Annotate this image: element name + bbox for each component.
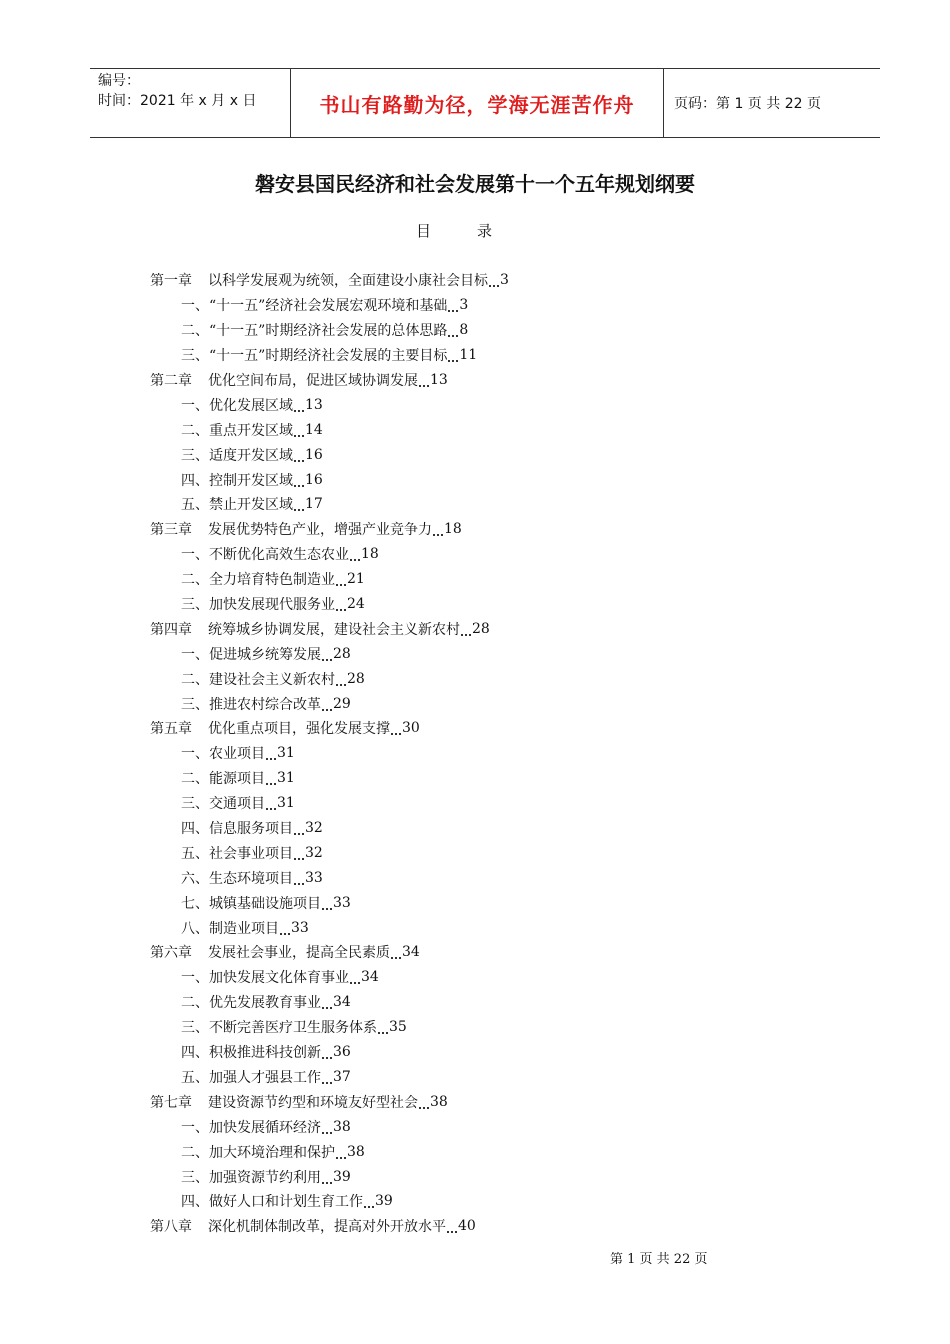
- toc-label: 三、: [181, 597, 209, 614]
- toc-page-number: 33: [333, 894, 351, 911]
- toc-title: 加强资源节约利用: [209, 1169, 321, 1186]
- toc-title: 适度开发区域: [209, 447, 293, 464]
- toc-section-row: [150, 1139, 710, 1164]
- toc-page-number: 34: [333, 994, 351, 1011]
- toc-page-number: 33: [305, 869, 323, 886]
- toc-leader-dots: [266, 750, 276, 760]
- toc-section-row: [150, 766, 710, 791]
- header-page-info: [664, 69, 880, 137]
- toc-title: 促进城乡统筹发展: [209, 646, 321, 663]
- toc-leader-dots: [294, 452, 304, 462]
- toc-leader-dots: [266, 775, 276, 785]
- toc-label: 一、: [181, 970, 209, 987]
- document-title: 磐安县国民经济和社会发展第十一个五年规划纲要: [255, 172, 695, 196]
- toc-leader-dots: [280, 925, 290, 935]
- page-info-text: 页码：第 1 页 共 22 页: [674, 96, 821, 112]
- toc-label: 六、: [181, 870, 209, 887]
- toc-leader-dots: [322, 1049, 332, 1059]
- toc-label: 三、: [181, 447, 209, 464]
- toc-title: 深化机制体制改革，提高对外开放水平: [208, 1219, 446, 1236]
- toc-page-number: 28: [347, 670, 365, 687]
- toc-page-number: 29: [333, 695, 351, 712]
- toc-label: 一、: [181, 397, 209, 414]
- toc-leader-dots: [294, 825, 304, 835]
- toc-section-row: [150, 840, 710, 865]
- toc-label: 第五章: [150, 721, 192, 738]
- toc-page-number: 33: [291, 919, 309, 936]
- toc-section-row: [150, 343, 710, 368]
- toc-label: 五、: [181, 1069, 209, 1086]
- toc-label: 三、: [181, 1169, 209, 1186]
- toc-label: 五、: [181, 497, 209, 514]
- toc-leader-dots: [322, 1124, 332, 1134]
- toc-title: “十一五”时期经济社会发展的总体思路: [209, 323, 448, 340]
- toc-page-number: 28: [333, 645, 351, 662]
- toc-label: 一、: [181, 746, 209, 763]
- toc-label: 二、: [181, 1144, 209, 1161]
- toc-chapter-row: [150, 517, 710, 542]
- toc-heading: 目录: [416, 222, 539, 240]
- toc-section-row: [150, 592, 710, 617]
- toc-title: 农业项目: [209, 746, 265, 763]
- toc-page-number: 17: [305, 496, 323, 513]
- toc-section-row: [150, 1114, 710, 1139]
- toc-leader-dots: [294, 850, 304, 860]
- toc-title: 能源项目: [209, 771, 265, 788]
- toc-label: 第七章: [150, 1094, 192, 1111]
- toc-page-number: 31: [277, 770, 295, 787]
- toc-page-number: 37: [333, 1068, 351, 1085]
- toc-leader-dots: [391, 949, 401, 959]
- toc-leader-dots: [378, 1024, 388, 1034]
- toc-section-row: [150, 1164, 710, 1189]
- toc-leader-dots: [294, 402, 304, 412]
- toc-leader-dots: [266, 800, 276, 810]
- toc-title: 城镇基础设施项目: [209, 895, 321, 912]
- toc-section-row: [150, 567, 710, 592]
- time-label: 时间：2021 年 x 月 x 日: [98, 93, 257, 109]
- toc-leader-dots: [336, 676, 346, 686]
- toc-title: 建设资源节约型和环境友好型社会: [208, 1094, 418, 1111]
- toc-page-number: 40: [458, 1218, 476, 1235]
- toc-section-row: [150, 865, 710, 890]
- toc-label: 第四章: [150, 621, 192, 638]
- toc-leader-dots: [447, 1223, 457, 1233]
- toc-section-row: [150, 791, 710, 816]
- toc-leader-dots: [350, 974, 360, 984]
- toc-title: 优化空间布局，促进区域协调发展: [208, 373, 418, 389]
- toc-chapter-row: [150, 1214, 710, 1239]
- toc-page-number: 31: [277, 745, 295, 762]
- toc-chapter-row: [150, 716, 710, 741]
- toc-label: 第三章: [150, 522, 192, 539]
- toc-title: 加大环境治理和保护: [209, 1144, 335, 1161]
- toc-title: 全力培育特色制造业: [209, 572, 335, 589]
- toc-section-row: [150, 890, 710, 915]
- toc-title: 信息服务项目: [209, 821, 293, 838]
- toc-page-number: 31: [277, 795, 295, 812]
- toc-page-number: 3: [500, 272, 509, 289]
- toc-section-row: [150, 641, 710, 666]
- toc-page-number: 38: [430, 1093, 448, 1110]
- toc-title: 控制开发区域: [209, 472, 293, 489]
- toc-title: 推进农村综合改革: [209, 696, 321, 713]
- toc-label: 第八章: [150, 1219, 192, 1236]
- header-meta: [90, 69, 290, 137]
- toc-page-number: 38: [347, 1143, 365, 1160]
- toc-leader-dots: [294, 477, 304, 487]
- toc-section-row: [150, 990, 710, 1015]
- toc-leader-dots: [350, 551, 360, 561]
- toc-page-number: 28: [472, 620, 490, 637]
- toc-leader-dots: [448, 327, 458, 337]
- page-footer: 第 1 页 共 22 页: [610, 1252, 708, 1267]
- toc-title: 发展社会事业，提高全民素质: [208, 945, 390, 962]
- toc-section-row: [150, 965, 710, 990]
- toc-section-row: [150, 1015, 710, 1040]
- toc-page-number: 32: [305, 820, 323, 837]
- toc-page-number: 35: [389, 1019, 407, 1036]
- toc-label: 一、: [181, 1119, 209, 1136]
- toc-chapter-row: [150, 268, 710, 293]
- toc-label: 二、: [181, 995, 209, 1012]
- toc-title: 加强人才强县工作: [209, 1069, 321, 1086]
- toc-leader-dots: [419, 1099, 429, 1109]
- toc-page-number: 16: [305, 471, 323, 488]
- page-header: [90, 68, 880, 138]
- toc-section-row: [150, 666, 710, 691]
- toc-leader-dots: [294, 501, 304, 511]
- toc-section-row: [150, 1189, 710, 1214]
- toc-label: 二、: [181, 422, 209, 439]
- toc-label: 二、: [181, 572, 209, 589]
- toc-section-row: [150, 318, 710, 343]
- toc-page-number: 39: [333, 1168, 351, 1185]
- toc-section-row: [150, 467, 710, 492]
- toc-label: 二、: [181, 771, 209, 788]
- toc-page-number: 32: [305, 844, 323, 861]
- toc-leader-dots: [336, 1149, 346, 1159]
- toc-label: 二、: [181, 671, 209, 688]
- toc-title: 优化发展区域: [209, 397, 293, 414]
- toc-title: 生态环境项目: [209, 870, 293, 887]
- toc-page-number: 34: [402, 944, 420, 961]
- toc-section-row: [150, 915, 710, 940]
- toc-label: 七、: [181, 895, 209, 912]
- toc-label: 四、: [181, 472, 209, 489]
- toc-chapter-row: [150, 940, 710, 965]
- toc-label: 三、: [181, 796, 209, 813]
- header-motto-cell: [290, 69, 664, 137]
- toc-leader-dots: [448, 352, 458, 362]
- toc-leader-dots: [322, 900, 332, 910]
- toc-label: 八、: [181, 920, 209, 937]
- toc-page-number: 16: [305, 446, 323, 463]
- toc-section-row: [150, 442, 710, 467]
- toc-title: 以科学发展观为统领，全面建设小康社会目标: [208, 273, 488, 290]
- toc-title: 重点开发区域: [209, 422, 293, 439]
- toc-leader-dots: [322, 1174, 332, 1184]
- toc-leader-dots: [419, 377, 429, 387]
- toc-page-number: 21: [347, 571, 365, 588]
- toc-section-row: [150, 1040, 710, 1065]
- toc-page-number: 30: [402, 720, 420, 737]
- number-label: 编号：: [98, 73, 140, 89]
- toc-title: 加快发展文化体育事业: [209, 970, 349, 987]
- motto-text: 书山有路勤为径，学海无涯苦作舟: [319, 92, 635, 117]
- toc-leader-dots: [336, 576, 346, 586]
- toc-page-number: 38: [333, 1118, 351, 1135]
- toc-title: 统筹城乡协调发展，建设社会主义新农村: [208, 621, 460, 638]
- toc-section-row: [150, 417, 710, 442]
- toc-title: 优先发展教育事业: [209, 995, 321, 1012]
- toc-page-number: 13: [430, 372, 448, 388]
- toc-title: “十一五”时期经济社会发展的主要目标: [209, 348, 448, 365]
- toc-section-row: [150, 392, 710, 417]
- toc-leader-dots: [433, 526, 443, 536]
- toc-leader-dots: [294, 875, 304, 885]
- toc-page-number: 14: [305, 421, 323, 438]
- toc-page-number: 18: [444, 521, 462, 538]
- toc-chapter-row: [150, 1089, 710, 1114]
- toc-section-row: [150, 691, 710, 716]
- toc-leader-dots: [448, 302, 458, 312]
- toc-label: 第一章: [150, 273, 192, 290]
- toc-label: 三、: [181, 1020, 209, 1037]
- toc-title: 加快发展现代服务业: [209, 597, 335, 614]
- toc-page-number: 3: [459, 297, 469, 314]
- toc-label: 二、: [181, 323, 209, 340]
- toc-leader-dots: [364, 1198, 374, 1208]
- toc-leader-dots: [322, 701, 332, 711]
- toc-title: 加快发展循环经济: [209, 1119, 321, 1136]
- toc-label: 第二章: [150, 373, 192, 389]
- toc-page-number: 34: [361, 969, 379, 986]
- toc-chapter-row: [150, 616, 710, 641]
- toc-title: 建设社会主义新农村: [209, 671, 335, 688]
- toc-page-number: 13: [305, 396, 323, 413]
- toc-title: 优化重点项目，强化发展支撑: [208, 721, 390, 738]
- toc-label: 三、: [181, 348, 209, 365]
- toc-chapter-row: [150, 368, 710, 393]
- toc-title: 做好人口和计划生育工作: [209, 1194, 363, 1211]
- toc-page-number: 18: [361, 546, 379, 563]
- toc-section-row: [150, 741, 710, 766]
- toc-label: 五、: [181, 845, 209, 862]
- toc-title: 积极推进科技创新: [209, 1045, 321, 1062]
- toc-section-row: [150, 1065, 710, 1090]
- toc-page-number: 11: [459, 347, 478, 364]
- toc-label: 四、: [181, 1194, 209, 1211]
- toc-section-row: [150, 816, 710, 841]
- toc-leader-dots: [391, 725, 401, 735]
- toc-section-row: [150, 542, 710, 567]
- toc-leader-dots: [322, 999, 332, 1009]
- table-of-contents: [150, 268, 710, 1239]
- toc-leader-dots: [336, 601, 346, 611]
- toc-label: 一、: [181, 646, 209, 663]
- toc-page-number: 8: [459, 322, 469, 339]
- toc-label: 四、: [181, 821, 209, 838]
- toc-label: 一、: [181, 547, 209, 564]
- toc-title: 发展优势特色产业，增强产业竞争力: [208, 522, 432, 539]
- toc-label: 第六章: [150, 945, 192, 962]
- toc-leader-dots: [322, 651, 332, 661]
- toc-title: 不断优化高效生态农业: [209, 547, 349, 564]
- toc-label: 一、: [181, 298, 209, 315]
- toc-leader-dots: [322, 1074, 332, 1084]
- toc-title: 不断完善医疗卫生服务体系: [209, 1020, 377, 1037]
- toc-leader-dots: [461, 626, 471, 636]
- toc-title: 社会事业项目: [209, 845, 293, 862]
- toc-title: 制造业项目: [209, 920, 279, 937]
- toc-section-row: [150, 492, 710, 517]
- toc-section-row: [150, 293, 710, 318]
- toc-label: 三、: [181, 696, 209, 713]
- toc-leader-dots: [489, 277, 499, 287]
- toc-page-number: 24: [347, 596, 365, 613]
- toc-label: 四、: [181, 1045, 209, 1062]
- toc-page-number: 36: [333, 1044, 351, 1061]
- toc-title: 禁止开发区域: [209, 497, 293, 514]
- toc-page-number: 39: [375, 1193, 393, 1210]
- toc-title: 交通项目: [209, 796, 265, 813]
- toc-leader-dots: [294, 427, 304, 437]
- toc-title: “十一五”经济社会发展宏观环境和基础: [209, 298, 448, 315]
